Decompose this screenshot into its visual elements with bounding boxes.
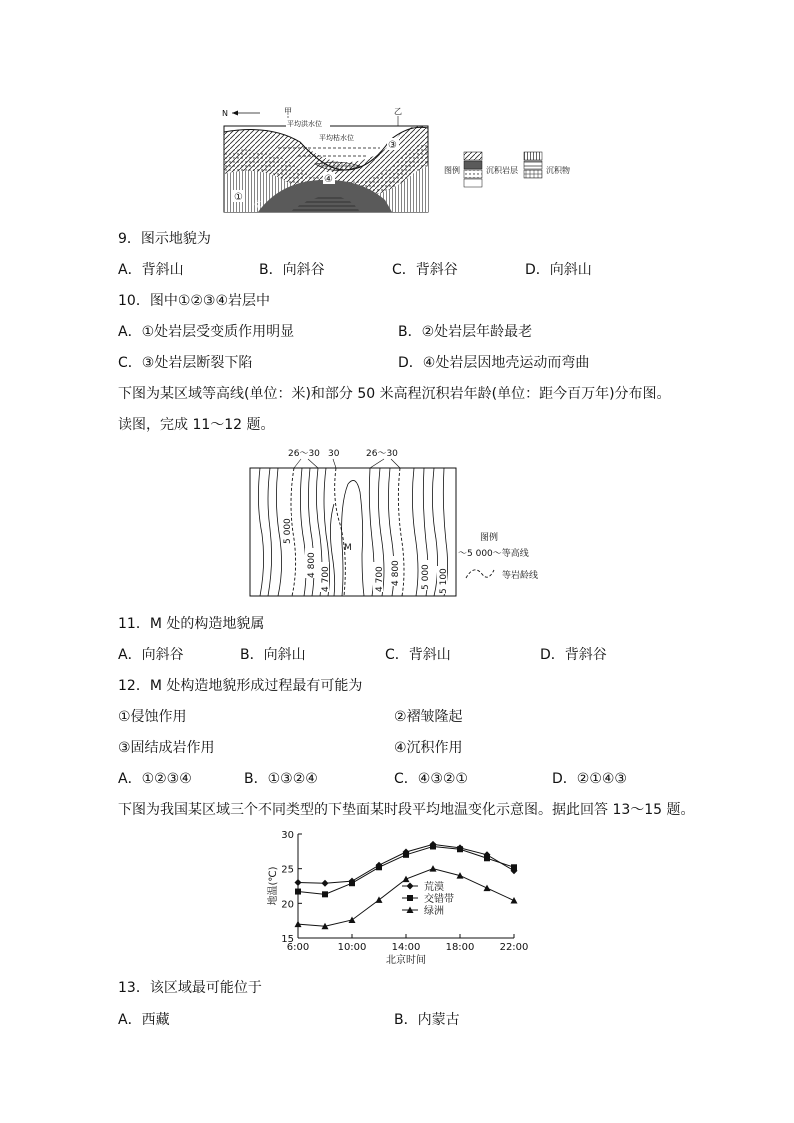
dry-level-label: 平均枯水位 — [319, 134, 354, 142]
q9-option-d[interactable]: D．向斜山 — [525, 262, 592, 278]
x-tick-label: 14:00 — [391, 942, 421, 953]
point-square — [349, 880, 355, 886]
jia-label: 甲 — [284, 107, 292, 116]
legend1-title: 图例 — [444, 166, 460, 175]
y-axis-label: 地温(℃) — [268, 866, 279, 906]
x-tick-label: 10:00 — [337, 942, 367, 953]
point-square — [430, 843, 436, 849]
point-square — [403, 852, 409, 858]
q9-option-b[interactable]: B．向斜谷 — [259, 262, 325, 278]
x-tick-label: 18:00 — [445, 942, 475, 953]
q9-stem: 9．图示地貌为 — [118, 231, 211, 247]
y-tick-label: 20 — [281, 899, 294, 911]
marker-1: ① — [234, 192, 243, 203]
q11-option-d[interactable]: D．背斜谷 — [540, 647, 607, 663]
contour-label-5000-left: 5 000 — [283, 518, 293, 544]
fig1-cross-section — [220, 104, 580, 216]
contour-label-4700-left: 4 700 — [321, 566, 331, 592]
legend1-sediment: 沉积物 — [546, 166, 570, 175]
intro3-line1: 下图为我国某区域三个不同类型的下垫面某时段平均地温变化示意图。据此回答 13～15 题。 — [118, 802, 695, 818]
intro2-line1: 下图为某区域等高线(单位：米)和部分 50 米高程沉积岩年龄(单位：距今百万年)分布图。 — [118, 386, 671, 402]
marker-3: ③ — [388, 140, 397, 151]
q12-process-2: ②褶皱隆起 — [394, 709, 463, 725]
legend2-age: 等岩龄线 — [502, 571, 539, 581]
q10-stem: 10．图中①②③④岩层中 — [118, 293, 271, 309]
point-square — [511, 864, 517, 870]
contour-label-4800-right: 4 800 — [391, 560, 401, 586]
q12-process-1: ①侵蚀作用 — [118, 709, 187, 725]
temperature-chart — [258, 826, 538, 966]
contour-label-4700-right: 4 700 — [375, 566, 385, 592]
q10-option-d[interactable]: D．④处岩层因地壳运动而弯曲 — [398, 355, 590, 371]
y-tick-label: 25 — [281, 864, 294, 876]
q10-option-c[interactable]: C．③处岩层断裂下陷 — [118, 355, 253, 371]
point-triangle — [403, 876, 410, 883]
q10-option-a[interactable]: A．①处岩层受变质作用明显 — [118, 324, 295, 340]
age-label-center: 30 — [328, 449, 340, 459]
q12-option-c[interactable]: C．④③②① — [394, 771, 468, 787]
contour-label-5000-right: 5 000 — [421, 564, 431, 590]
marker-2: ② — [254, 200, 263, 211]
point-diamond — [322, 880, 329, 887]
flood-level-label: 平均洪水位 — [287, 120, 322, 128]
q12-option-b[interactable]: B．①③②④ — [244, 771, 318, 787]
age-label-right: 26～30 — [366, 449, 398, 459]
north-label: N — [222, 109, 228, 118]
fig2-contour-map — [246, 444, 556, 600]
point-square — [376, 864, 382, 870]
q12-stem: 12．M 处构造地貌形成过程最有可能为 — [118, 678, 363, 694]
q12-option-d[interactable]: D．②①④③ — [552, 771, 627, 787]
point-m-label: M — [344, 543, 352, 553]
legend-marker — [407, 895, 413, 901]
x-tick-label: 6:00 — [286, 942, 310, 953]
point-triangle — [430, 865, 437, 872]
point-square — [322, 891, 328, 897]
point-diamond — [295, 879, 302, 886]
legend-label: 绿洲 — [424, 906, 444, 917]
q12-process-4: ④沉积作用 — [394, 740, 463, 756]
q10-option-b[interactable]: B．②处岩层年龄最老 — [398, 324, 533, 340]
q11-option-b[interactable]: B．向斜山 — [240, 647, 306, 663]
contour-label-5100: 5 100 — [439, 568, 449, 594]
x-tick-label: 22:00 — [499, 942, 529, 953]
legend1-rock: 沉积岩层 — [486, 166, 518, 175]
point-square — [295, 889, 301, 895]
q12-option-a[interactable]: A．①②③④ — [118, 771, 192, 787]
q11-option-a[interactable]: A．向斜谷 — [118, 647, 184, 663]
q9-option-c[interactable]: C．背斜谷 — [392, 262, 458, 278]
q13-option-b[interactable]: B．内蒙古 — [394, 1012, 460, 1028]
q12-process-3: ③固结成岩作用 — [118, 740, 215, 756]
q11-stem: 11．M 处的构造地貌属 — [118, 616, 265, 632]
yi-label: 乙 — [394, 107, 402, 116]
point-triangle — [511, 897, 518, 904]
legend2-title: 图例 — [480, 533, 499, 543]
q13-stem: 13．该区域最可能位于 — [118, 980, 262, 996]
contour-label-4800-left: 4 800 — [307, 552, 317, 578]
point-triangle — [349, 916, 356, 923]
age-label-left: 26～30 — [288, 449, 320, 459]
point-square — [484, 855, 490, 861]
point-triangle — [484, 885, 491, 892]
legend2-contour: ～5 000～等高线 — [458, 549, 529, 559]
y-tick-label: 15 — [281, 934, 294, 945]
x-axis-label: 北京时间 — [386, 955, 426, 966]
q9-option-a[interactable]: A．背斜山 — [118, 262, 184, 278]
legend-marker — [407, 883, 414, 890]
legend-label: 荒漠 — [424, 882, 444, 893]
point-square — [457, 846, 463, 852]
intro2-line2: 读图，完成 11～12 题。 — [118, 417, 275, 433]
marker-4: ④ — [324, 174, 333, 185]
point-triangle — [376, 896, 383, 903]
y-tick-label: 30 — [281, 830, 294, 841]
q13-option-a[interactable]: A．西藏 — [118, 1012, 170, 1028]
q11-option-c[interactable]: C．背斜山 — [385, 647, 451, 663]
legend-label: 交错带 — [424, 894, 454, 905]
